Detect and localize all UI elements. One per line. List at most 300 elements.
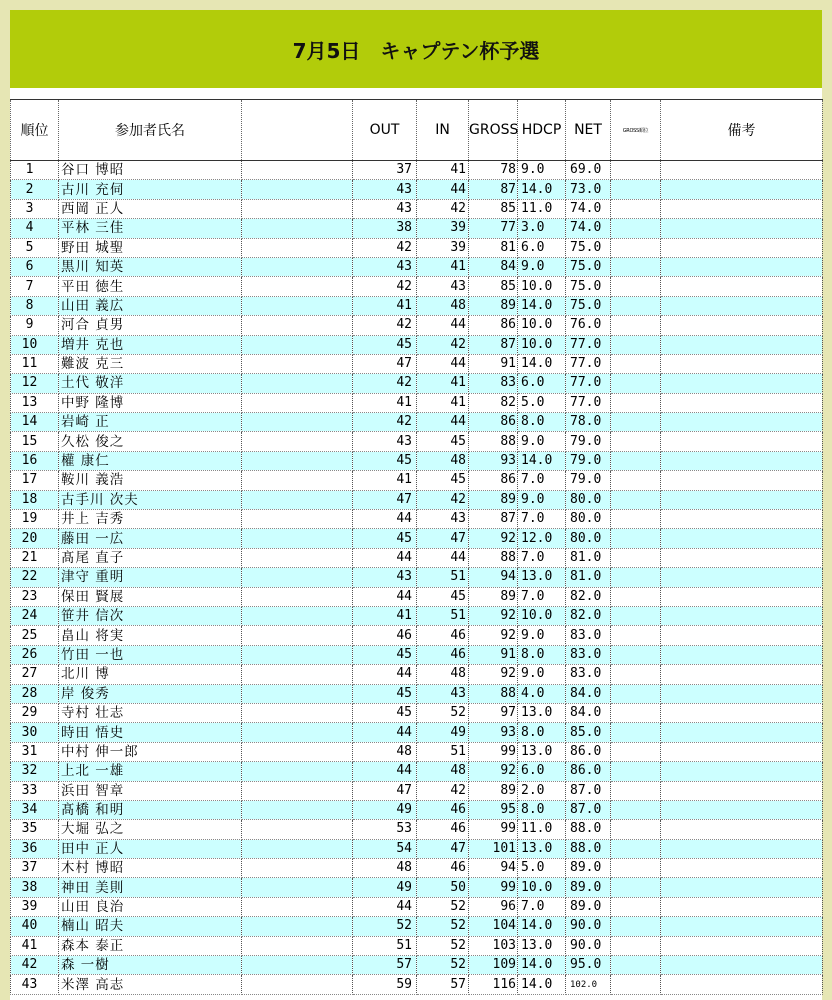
table-row <box>11 684 823 703</box>
out-cell: 54 <box>353 839 417 858</box>
rank-cell: 7 <box>11 277 59 296</box>
out-cell: 42 <box>353 277 417 296</box>
net-cell: 77.0 <box>566 374 611 393</box>
name-cell: 古手川 次夫 <box>59 490 242 509</box>
blank-cell <box>242 548 353 567</box>
name-cell: 米澤 高志 <box>59 975 242 994</box>
rank-cell: 1 <box>11 161 59 180</box>
net-cell: 83.0 <box>566 645 611 664</box>
net-cell: 87.0 <box>566 800 611 819</box>
net-cell: 81.0 <box>566 548 611 567</box>
rank-cell: 37 <box>11 859 59 878</box>
remarks-cell <box>661 277 823 296</box>
name-cell: 藤田 一広 <box>59 529 242 548</box>
hdcp-cell: 9.0 <box>518 490 566 509</box>
hdcp-cell: 8.0 <box>518 800 566 819</box>
in-cell: 50 <box>417 878 469 897</box>
remarks-cell <box>661 219 823 238</box>
in-cell: 41 <box>417 374 469 393</box>
out-cell: 41 <box>353 393 417 412</box>
remarks-cell <box>661 568 823 587</box>
out-cell: 44 <box>353 762 417 781</box>
gross-cell: 88 <box>469 548 518 567</box>
net-cell: 87.0 <box>566 781 611 800</box>
out-cell: 45 <box>353 684 417 703</box>
blank-cell <box>242 451 353 470</box>
header-name: 参加者氏名 <box>59 100 242 161</box>
gross-cell: 86 <box>469 413 518 432</box>
name-cell: 岩崎 正 <box>59 413 242 432</box>
in-cell: 46 <box>417 820 469 839</box>
rank-cell: 43 <box>11 975 59 994</box>
hdcp-cell: 12.0 <box>518 529 566 548</box>
blank-cell <box>242 742 353 761</box>
rank-cell: 29 <box>11 703 59 722</box>
gross-cell: 85 <box>469 277 518 296</box>
table-row <box>11 199 823 218</box>
remarks-cell <box>661 161 823 180</box>
blank-cell <box>242 471 353 490</box>
rank-cell: 33 <box>11 781 59 800</box>
remarks-cell <box>661 975 823 994</box>
in-cell: 46 <box>417 800 469 819</box>
remarks-cell <box>661 587 823 606</box>
gross-rank-cell <box>611 645 661 664</box>
net-cell: 86.0 <box>566 762 611 781</box>
blank-cell <box>242 316 353 335</box>
hdcp-cell: 10.0 <box>518 316 566 335</box>
gross-rank-cell <box>611 296 661 315</box>
table-row <box>11 316 823 335</box>
out-cell: 44 <box>353 587 417 606</box>
in-cell: 48 <box>417 665 469 684</box>
gross-rank-cell <box>611 529 661 548</box>
out-cell: 43 <box>353 180 417 199</box>
hdcp-cell: 5.0 <box>518 859 566 878</box>
remarks-cell <box>661 490 823 509</box>
blank-cell <box>242 665 353 684</box>
hdcp-cell: 6.0 <box>518 374 566 393</box>
remarks-cell <box>661 878 823 897</box>
name-cell: 時田 悟史 <box>59 723 242 742</box>
rank-cell: 39 <box>11 897 59 916</box>
in-cell: 52 <box>417 936 469 955</box>
out-cell: 42 <box>353 413 417 432</box>
table-row <box>11 956 823 975</box>
rank-cell: 34 <box>11 800 59 819</box>
gross-rank-cell <box>611 859 661 878</box>
rank-cell: 28 <box>11 684 59 703</box>
remarks-cell <box>661 684 823 703</box>
remarks-cell <box>661 645 823 664</box>
gross-rank-cell <box>611 568 661 587</box>
name-cell: 木村 博昭 <box>59 859 242 878</box>
table-row <box>11 975 823 994</box>
blank-cell <box>242 587 353 606</box>
out-cell: 38 <box>353 219 417 238</box>
in-cell: 42 <box>417 490 469 509</box>
net-cell: 89.0 <box>566 897 611 916</box>
in-cell: 48 <box>417 451 469 470</box>
hdcp-cell: 5.0 <box>518 393 566 412</box>
gross-cell: 84 <box>469 257 518 276</box>
net-cell: 79.0 <box>566 471 611 490</box>
remarks-cell <box>661 432 823 451</box>
out-cell: 49 <box>353 800 417 819</box>
in-cell: 45 <box>417 587 469 606</box>
remarks-cell <box>661 703 823 722</box>
net-cell: 88.0 <box>566 820 611 839</box>
hdcp-cell: 14.0 <box>518 451 566 470</box>
results-sheet <box>10 10 822 1000</box>
results-table <box>10 99 823 995</box>
out-cell: 48 <box>353 742 417 761</box>
gross-cell: 86 <box>469 316 518 335</box>
table-row <box>11 897 823 916</box>
rank-cell: 20 <box>11 529 59 548</box>
net-cell: 78.0 <box>566 413 611 432</box>
hdcp-cell: 9.0 <box>518 161 566 180</box>
remarks-cell <box>661 529 823 548</box>
rank-cell: 26 <box>11 645 59 664</box>
gross-rank-cell <box>611 587 661 606</box>
out-cell: 51 <box>353 936 417 955</box>
gross-rank-cell <box>611 413 661 432</box>
in-cell: 51 <box>417 742 469 761</box>
blank-cell <box>242 606 353 625</box>
blank-cell <box>242 490 353 509</box>
gross-cell: 95 <box>469 800 518 819</box>
gross-rank-cell <box>611 374 661 393</box>
gross-cell: 99 <box>469 878 518 897</box>
gross-rank-cell <box>611 510 661 529</box>
rank-cell: 42 <box>11 956 59 975</box>
name-cell: 中野 隆博 <box>59 393 242 412</box>
gross-rank-cell <box>611 626 661 645</box>
rank-cell: 3 <box>11 199 59 218</box>
net-cell: 80.0 <box>566 529 611 548</box>
net-cell: 75.0 <box>566 277 611 296</box>
rank-cell: 23 <box>11 587 59 606</box>
rank-cell: 12 <box>11 374 59 393</box>
in-cell: 51 <box>417 606 469 625</box>
net-cell: 69.0 <box>566 161 611 180</box>
hdcp-cell: 7.0 <box>518 587 566 606</box>
in-cell: 43 <box>417 277 469 296</box>
table-row <box>11 374 823 393</box>
table-row <box>11 413 823 432</box>
in-cell: 45 <box>417 432 469 451</box>
table-row <box>11 859 823 878</box>
hdcp-cell: 7.0 <box>518 510 566 529</box>
remarks-cell <box>661 451 823 470</box>
gross-rank-cell <box>611 277 661 296</box>
name-cell: 増井 克也 <box>59 335 242 354</box>
rank-cell: 41 <box>11 936 59 955</box>
hdcp-cell: 11.0 <box>518 199 566 218</box>
blank-cell <box>242 180 353 199</box>
in-cell: 43 <box>417 684 469 703</box>
gross-rank-cell <box>611 665 661 684</box>
name-cell: 髙尾 直子 <box>59 548 242 567</box>
hdcp-cell: 8.0 <box>518 413 566 432</box>
hdcp-cell: 14.0 <box>518 296 566 315</box>
out-cell: 45 <box>353 529 417 548</box>
out-cell: 53 <box>353 820 417 839</box>
in-cell: 41 <box>417 393 469 412</box>
net-cell: 83.0 <box>566 626 611 645</box>
out-cell: 42 <box>353 316 417 335</box>
net-cell: 85.0 <box>566 723 611 742</box>
remarks-cell <box>661 936 823 955</box>
rank-cell: 8 <box>11 296 59 315</box>
name-cell: 中村 伸一郎 <box>59 742 242 761</box>
remarks-cell <box>661 316 823 335</box>
remarks-cell <box>661 354 823 373</box>
hdcp-cell: 6.0 <box>518 238 566 257</box>
blank-cell <box>242 219 353 238</box>
in-cell: 46 <box>417 626 469 645</box>
blank-cell <box>242 820 353 839</box>
gross-rank-cell <box>611 800 661 819</box>
gross-cell: 78 <box>469 161 518 180</box>
gross-rank-cell <box>611 839 661 858</box>
gross-rank-cell <box>611 956 661 975</box>
hdcp-cell: 3.0 <box>518 219 566 238</box>
remarks-cell <box>661 199 823 218</box>
blank-cell <box>242 859 353 878</box>
gross-rank-cell <box>611 354 661 373</box>
gross-cell: 92 <box>469 762 518 781</box>
out-cell: 41 <box>353 471 417 490</box>
blank-cell <box>242 277 353 296</box>
name-cell: 笹井 信次 <box>59 606 242 625</box>
gross-cell: 109 <box>469 956 518 975</box>
gross-rank-cell <box>611 897 661 916</box>
rank-cell: 38 <box>11 878 59 897</box>
table-row <box>11 878 823 897</box>
in-cell: 39 <box>417 238 469 257</box>
name-cell: 竹田 一也 <box>59 645 242 664</box>
out-cell: 42 <box>353 374 417 393</box>
out-cell: 47 <box>353 354 417 373</box>
net-cell: 77.0 <box>566 335 611 354</box>
table-row <box>11 257 823 276</box>
hdcp-cell: 8.0 <box>518 645 566 664</box>
blank-cell <box>242 839 353 858</box>
gross-rank-cell <box>611 936 661 955</box>
blank-cell <box>242 432 353 451</box>
rank-cell: 14 <box>11 413 59 432</box>
gross-cell: 87 <box>469 335 518 354</box>
name-cell: 久松 俊之 <box>59 432 242 451</box>
name-cell: 神田 美則 <box>59 878 242 897</box>
out-cell: 47 <box>353 781 417 800</box>
blank-cell <box>242 975 353 994</box>
out-cell: 44 <box>353 897 417 916</box>
gross-rank-cell <box>611 606 661 625</box>
hdcp-cell: 2.0 <box>518 781 566 800</box>
net-cell: 75.0 <box>566 296 611 315</box>
gross-cell: 92 <box>469 665 518 684</box>
gross-rank-cell <box>611 199 661 218</box>
hdcp-cell: 9.0 <box>518 257 566 276</box>
name-cell: 谷口 博昭 <box>59 161 242 180</box>
blank-cell <box>242 354 353 373</box>
gross-rank-cell <box>611 975 661 994</box>
gross-rank-cell <box>611 490 661 509</box>
rank-cell: 25 <box>11 626 59 645</box>
rank-cell: 16 <box>11 451 59 470</box>
in-cell: 45 <box>417 471 469 490</box>
rank-cell: 6 <box>11 257 59 276</box>
blank-cell <box>242 626 353 645</box>
name-cell: 平田 徳生 <box>59 277 242 296</box>
hdcp-cell: 8.0 <box>518 723 566 742</box>
table-row <box>11 471 823 490</box>
rank-cell: 31 <box>11 742 59 761</box>
remarks-cell <box>661 897 823 916</box>
in-cell: 49 <box>417 723 469 742</box>
gross-cell: 87 <box>469 510 518 529</box>
out-cell: 49 <box>353 878 417 897</box>
hdcp-cell: 13.0 <box>518 742 566 761</box>
header-in: IN <box>417 100 469 161</box>
header-row <box>11 100 823 161</box>
name-cell: 山田 義広 <box>59 296 242 315</box>
hdcp-cell: 13.0 <box>518 839 566 858</box>
table-row <box>11 277 823 296</box>
net-cell: 75.0 <box>566 257 611 276</box>
rank-cell: 36 <box>11 839 59 858</box>
out-cell: 44 <box>353 510 417 529</box>
net-cell: 77.0 <box>566 354 611 373</box>
gross-rank-cell <box>611 451 661 470</box>
gross-cell: 99 <box>469 820 518 839</box>
remarks-cell <box>661 665 823 684</box>
name-cell: 權 康仁 <box>59 451 242 470</box>
name-cell: 黒川 知英 <box>59 257 242 276</box>
gross-cell: 103 <box>469 936 518 955</box>
in-cell: 52 <box>417 956 469 975</box>
gross-cell: 91 <box>469 354 518 373</box>
table-row <box>11 723 823 742</box>
name-cell: 上北 一雄 <box>59 762 242 781</box>
table-row <box>11 839 823 858</box>
net-cell: 84.0 <box>566 684 611 703</box>
in-cell: 46 <box>417 645 469 664</box>
blank-cell <box>242 529 353 548</box>
in-cell: 41 <box>417 257 469 276</box>
blank-cell <box>242 703 353 722</box>
table-row <box>11 587 823 606</box>
remarks-cell <box>661 548 823 567</box>
in-cell: 41 <box>417 161 469 180</box>
name-cell: 井上 吉秀 <box>59 510 242 529</box>
name-cell: 田中 正人 <box>59 839 242 858</box>
hdcp-cell: 11.0 <box>518 820 566 839</box>
gross-rank-cell <box>611 684 661 703</box>
out-cell: 44 <box>353 548 417 567</box>
net-cell: 84.0 <box>566 703 611 722</box>
table-row <box>11 936 823 955</box>
blank-cell <box>242 897 353 916</box>
out-cell: 47 <box>353 490 417 509</box>
net-cell: 80.0 <box>566 510 611 529</box>
in-cell: 47 <box>417 529 469 548</box>
header-blank <box>242 100 353 161</box>
net-cell: 102.0 <box>566 975 611 994</box>
hdcp-cell: 10.0 <box>518 606 566 625</box>
blank-cell <box>242 413 353 432</box>
in-cell: 48 <box>417 762 469 781</box>
name-cell: 髙橋 和明 <box>59 800 242 819</box>
blank-cell <box>242 878 353 897</box>
table-row <box>11 238 823 257</box>
remarks-cell <box>661 742 823 761</box>
name-cell: 森本 泰正 <box>59 936 242 955</box>
in-cell: 39 <box>417 219 469 238</box>
name-cell: 畠山 将実 <box>59 626 242 645</box>
gross-cell: 97 <box>469 703 518 722</box>
table-row <box>11 917 823 936</box>
out-cell: 45 <box>353 645 417 664</box>
out-cell: 43 <box>353 432 417 451</box>
blank-cell <box>242 800 353 819</box>
out-cell: 48 <box>353 859 417 878</box>
remarks-cell <box>661 762 823 781</box>
rank-cell: 32 <box>11 762 59 781</box>
net-cell: 83.0 <box>566 665 611 684</box>
table-row <box>11 490 823 509</box>
gross-cell: 101 <box>469 839 518 858</box>
gross-cell: 96 <box>469 897 518 916</box>
table-row <box>11 703 823 722</box>
rank-cell: 40 <box>11 917 59 936</box>
out-cell: 44 <box>353 665 417 684</box>
gross-cell: 86 <box>469 471 518 490</box>
gross-rank-cell <box>611 316 661 335</box>
remarks-cell <box>661 413 823 432</box>
net-cell: 80.0 <box>566 490 611 509</box>
gross-cell: 92 <box>469 606 518 625</box>
in-cell: 44 <box>417 180 469 199</box>
table-row <box>11 548 823 567</box>
header-gross-rank: GROSS順位 <box>611 100 661 161</box>
net-cell: 73.0 <box>566 180 611 199</box>
name-cell: 平林 三佳 <box>59 219 242 238</box>
gross-cell: 91 <box>469 645 518 664</box>
table-row <box>11 645 823 664</box>
name-cell: 大堀 弘之 <box>59 820 242 839</box>
remarks-cell <box>661 180 823 199</box>
remarks-cell <box>661 374 823 393</box>
results-body <box>11 161 823 995</box>
table-row <box>11 432 823 451</box>
in-cell: 52 <box>417 897 469 916</box>
out-cell: 43 <box>353 199 417 218</box>
net-cell: 76.0 <box>566 316 611 335</box>
rank-cell: 18 <box>11 490 59 509</box>
name-cell: 山田 良治 <box>59 897 242 916</box>
out-cell: 44 <box>353 723 417 742</box>
name-cell: 野田 城聖 <box>59 238 242 257</box>
gross-cell: 93 <box>469 723 518 742</box>
out-cell: 52 <box>353 917 417 936</box>
rank-cell: 30 <box>11 723 59 742</box>
out-cell: 37 <box>353 161 417 180</box>
rank-cell: 17 <box>11 471 59 490</box>
